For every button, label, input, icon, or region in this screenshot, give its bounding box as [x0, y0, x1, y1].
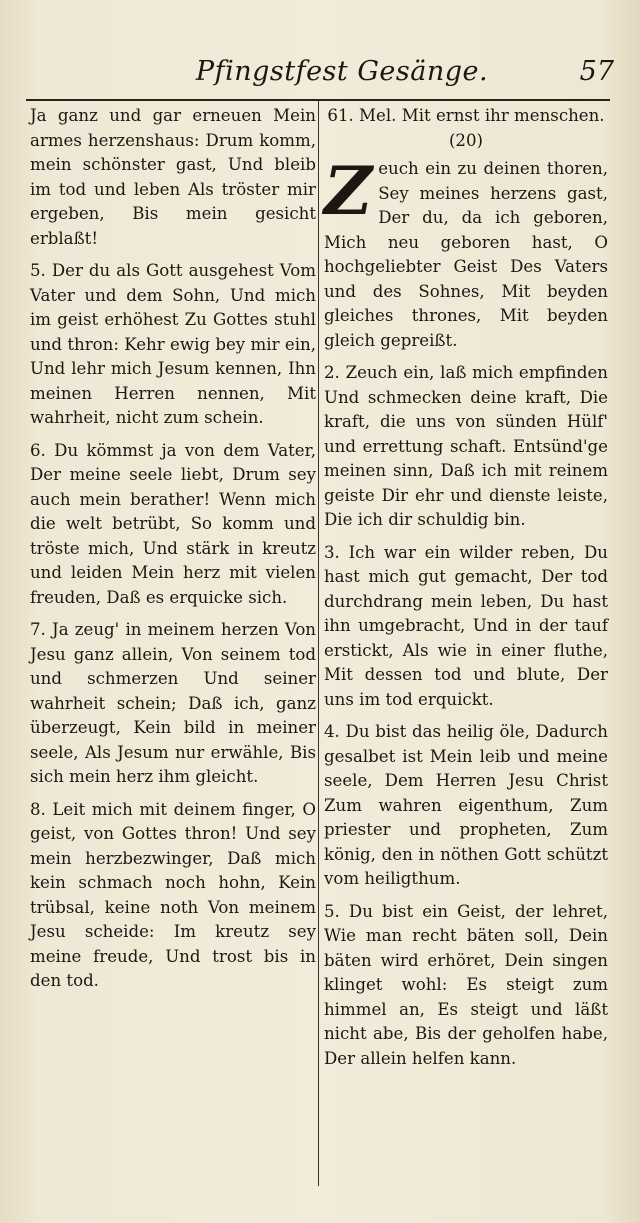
verse-2: 2. Zeuch ein, laß mich empfinden Und schmecken deine kraft, Die kraft, die uns von sünden Hülf' und errettung schaft. Entsünd'ge meinen sinn, Daß ich mit reinem geiste Dir ehr und dienste leiste, Die ich dir schuldig bin.: [324, 363, 608, 529]
verse-4: 4. Du bist das heilig öle, Dadurch gesalbet ist Mein leib und meine seele, Dem Herren Jesu Christ Zum wahren eigenthum, Zum priester und propheten, Zum könig, den in nöthen Gott schützt vom heiligthum.: [324, 722, 608, 888]
column-divider: [318, 101, 319, 1186]
page-header: [30, 50, 614, 100]
verse-1: [324, 152, 608, 353]
verse-1-text: euch ein zu deinen thoren, Sey meines herzens gast, Der du, da ich geboren, Mich neu geboren hast, O hochgeliebter Geist Des Vaters und des Sohnes, Mit beyden gleiches thrones, Mit beyden gleich gepreißt.: [324, 159, 608, 350]
verse-5: 5. Der du als Gott ausgehest Vom Vater und dem Sohn, Und mich im geist erhöhest Zu Gottes stuhl und thron: Kehr ewig bey mir ein, Und lehr mich Jesum kennen, Ihn meinen Herren nennen, Mit wahrheit, nicht zum schein.: [30, 261, 316, 427]
page-number: 57: [579, 56, 614, 87]
verse-6: 6. Du kömmst ja von dem Vater, Der meine seele liebt, Drum sey auch mein berather! Wenn mich die welt betrübt, So komm und tröste mich, Und stärk in kreutz und leiden Mein herz mit vielen freuden, Daß es erquicke sich.: [30, 440, 316, 607]
verse-5-right: 5. Du bist ein Geist, der lehret, Wie man recht bäten soll, Dein bäten wird erhöret, Dein singen klinget wohl: Es steigt zum himmel an, Es steigt und läßt nicht abe, Bis der geholfen habe, Der allein helfen kann.: [324, 901, 608, 1068]
drop-cap: Z: [324, 152, 373, 230]
verse-3: 3. Ich war ein wilder reben, Du hast mich gut gemacht, Der tod durchdrang mein leben, Du hast ihn umgebracht, Und in der tauf erstickt, Als wie in einer fluthe, Mit dessen tod und blute, Der uns im tod erquickt.: [324, 542, 608, 709]
verse-8: 8. Leit mich mit deinem finger, O geist, von Gottes thron! Und sey mein herzbezwinger, Daß mich kein schmach noch hohn, Kein trübsal, keine noth Von meinem Jesu scheide: Im kreutz sey meine freude, Und trost bis in den tod.: [30, 799, 316, 990]
verse-7: 7. Ja zeug' in meinem herzen Von Jesu ganz allein, Von seinem tod und schmerzen Und seiner wahrheit schein; Daß ich, ganz überzeugt, Kein bild in meiner seele, Als Jesum nur erwähle, Bis sich mein herz ihm gleicht.: [30, 620, 316, 786]
right-column: [324, 104, 608, 1079]
left-column: [30, 104, 316, 1002]
running-title: Pfingstfest Gesänge.: [195, 56, 489, 87]
verse-continuation: Ja ganz und gar erneuen Mein armes herzenshaus: Drum komm, mein schönster gast, Und bleib im tod und leben Als tröster mir ergeben, Bis mein gesicht erblaßt!: [30, 106, 316, 248]
hymn-heading: 61. Mel. Mit ernst ihr menschen. (20): [327, 106, 605, 150]
